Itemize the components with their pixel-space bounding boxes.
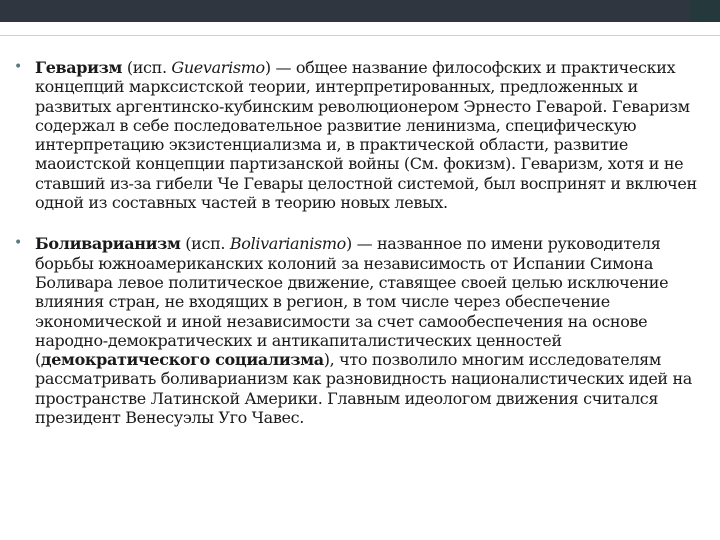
original-term: Bolivarianismo [229,234,346,254]
definition-text-part1: ) — названное по имени руководителя борьбы южноамериканских колоний за независимость от Испании Симона Боливара левое политическое движение, ставящее своей целью исключение влияния стран, не входящих в регион, в том числе через обеспечение экономической и иной независимости за счет самообеспечения на основе народно-демократических и антикапиталистических ценностей ( [35,234,669,370]
original-term: Guevarismo [171,58,265,77]
definition-text-part2: ), что позволило многим исследователям рассматривать боливарианизм как разновидность националистических идей на пространстве Латинской Америки. Главным идеологом движения считался президент Венесуэлы Уго Чавес. [35,350,692,428]
term-guevarism: Геваризм [35,58,123,77]
term-bolivarianism: Боливарианизм [35,234,181,254]
bullet-icon: • [14,59,22,75]
header-divider [0,35,720,36]
emphasis-democratic-socialism: демократического социализма [40,350,324,370]
lang-prefix: (исп. [122,58,172,77]
top-bar [0,0,720,22]
lang-prefix: (исп. [180,234,230,254]
bullet-icon: • [14,235,22,252]
slide-content [14,58,714,427]
bullet-item-bolivarianism [14,234,714,427]
top-bar-accent [690,0,720,22]
bullet-item-guevarism [14,58,714,212]
definition-text: ) — общее название философских и практических концепций марксистской теории, интерпретированных, предложенных и развитых аргентинско-кубинским революционером Эрнесто Геварой. Геваризм содержал в себе последовательное развитие ленинизма, специфическую интерпретацию экзистенциализма и, в практической области, развитие маоистской концепции партизанской войны (См. фокизм). Геваризм, хотя и не ставший из-за гибели Че Гевары целостной системой, был воспринят и включен одной из составных частей в теорию новых левых. [35,58,697,213]
